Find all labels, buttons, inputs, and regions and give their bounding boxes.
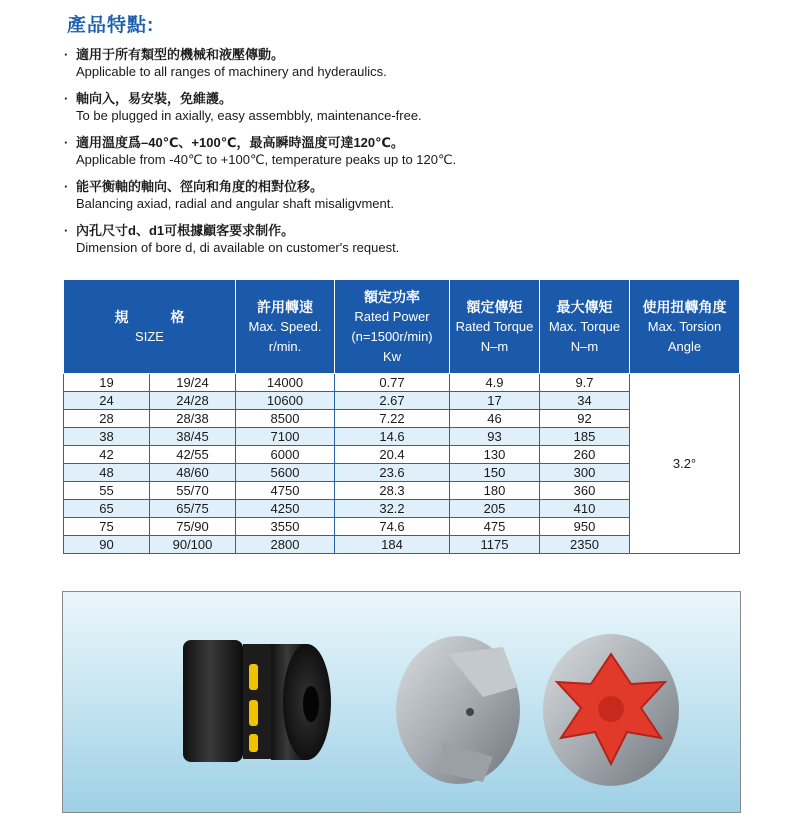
feature-zh: · 內孔尺寸d、d1可根據顧客要求制作。 <box>64 222 724 239</box>
table-cell: 75 <box>64 518 150 536</box>
header-torsion-zh: 使用扭轉角度 <box>642 298 727 315</box>
feature-zh: · 適用溫度爲–40℃、+100℃，最高瞬時溫度可達120℃。 <box>64 134 724 151</box>
table-cell: 180 <box>450 482 540 500</box>
feature-zh: · 適用于所有類型的機械和液壓傳動。 <box>64 46 724 63</box>
table-cell: 2350 <box>540 536 630 554</box>
spider-center <box>598 696 624 722</box>
feature-en: Applicable to all ranges of machinery and hyderaulics. <box>76 64 387 79</box>
table-cell: 38/45 <box>150 428 236 446</box>
table-cell: 1175 <box>450 536 540 554</box>
table-cell: 14.6 <box>335 428 450 446</box>
header-power-cond: (n=1500r/min) <box>351 328 433 344</box>
table-cell: 2.67 <box>335 392 450 410</box>
table-cell: 28/38 <box>150 410 236 428</box>
header-max-torque-unit: N–m <box>570 338 599 354</box>
table-cell: 17 <box>450 392 540 410</box>
table-cell: 74.6 <box>335 518 450 536</box>
header-power <box>335 280 450 374</box>
header-size-zh: 規 格 <box>114 308 185 325</box>
header-speed <box>236 280 335 374</box>
feature-zh: · 能平衡軸的軸向、徑向和角度的相對位移。 <box>64 178 724 195</box>
table-cell: 46 <box>450 410 540 428</box>
header-speed-zh: 許用轉速 <box>257 298 313 315</box>
table-cell: 38 <box>64 428 150 446</box>
table-cell: 90 <box>64 536 150 554</box>
table-cell: 4.9 <box>450 374 540 392</box>
product-photo-panel <box>62 591 741 813</box>
table-cell: 23.6 <box>335 464 450 482</box>
table-cell: 300 <box>540 464 630 482</box>
table-cell: 92 <box>540 410 630 428</box>
table-cell: 360 <box>540 482 630 500</box>
feature-item <box>64 222 724 256</box>
header-max-torque <box>540 280 630 374</box>
table-cell: 28 <box>64 410 150 428</box>
table-cell: 260 <box>540 446 630 464</box>
table-cell: 6000 <box>236 446 335 464</box>
header-size <box>64 280 236 374</box>
table-cell: 205 <box>450 500 540 518</box>
feature-en: Dimension of bore d, di available on customer's request. <box>76 240 400 255</box>
table-body <box>64 374 740 554</box>
feature-en: To be plugged in axially, easy assembbly, maintenance-free. <box>76 108 422 123</box>
spider-insert-yellow <box>249 664 258 690</box>
feature-item <box>64 134 724 168</box>
header-power-zh: 額定功率 <box>364 288 420 305</box>
table-cell: 28.3 <box>335 482 450 500</box>
table-cell: 4250 <box>236 500 335 518</box>
header-rated-torque-unit: N–m <box>480 338 509 354</box>
table-cell: 130 <box>450 446 540 464</box>
table-cell: 185 <box>540 428 630 446</box>
table-cell: 7100 <box>236 428 335 446</box>
header-max-torque-zh: 最大傳矩 <box>556 298 613 315</box>
table-cell: 42/55 <box>150 446 236 464</box>
feature-item <box>64 46 724 80</box>
coupling-bore <box>303 686 319 722</box>
table-cell: 90/100 <box>150 536 236 554</box>
header-max-torque-en: Max. Torque <box>548 318 621 334</box>
table-cell: 150 <box>450 464 540 482</box>
coupling-hub-left <box>183 640 243 762</box>
table-cell: 55/70 <box>150 482 236 500</box>
table-cell: 42 <box>64 446 150 464</box>
table-cell: 19 <box>64 374 150 392</box>
header-rated-torque <box>450 280 540 374</box>
table-cell: 9.7 <box>540 374 630 392</box>
table-cell: 48 <box>64 464 150 482</box>
header-size-en: SIZE <box>135 328 164 344</box>
table-cell: 24 <box>64 392 150 410</box>
table-cell: 10600 <box>236 392 335 410</box>
header-power-en: Rated Power <box>354 308 430 324</box>
aluminium-hub <box>396 636 520 784</box>
spec-table <box>63 279 740 554</box>
feature-list <box>64 46 724 266</box>
section-title: 產品特點: <box>67 15 155 36</box>
set-screw-hole <box>466 708 474 716</box>
header-power-unit: Kw <box>382 348 402 364</box>
feature-item <box>64 90 724 124</box>
table-cell: 34 <box>540 392 630 410</box>
table-cell: 3550 <box>236 518 335 536</box>
table-cell: 14000 <box>236 374 335 392</box>
feature-en: Balancing axiad, radial and angular shaft misaligvment. <box>76 196 394 211</box>
header-rated-torque-zh: 額定傳矩 <box>466 298 523 315</box>
table-cell: 65/75 <box>150 500 236 518</box>
red-spider-hub <box>543 634 679 786</box>
header-torsion-en: Max. Torsion <box>647 318 722 334</box>
table-cell: 20.4 <box>335 446 450 464</box>
table-cell: 32.2 <box>335 500 450 518</box>
coupling-illustration <box>63 592 740 812</box>
table-cell: 8500 <box>236 410 335 428</box>
table-cell: 7.22 <box>335 410 450 428</box>
feature-item <box>64 178 724 212</box>
table-cell: 410 <box>540 500 630 518</box>
table-row <box>64 374 740 392</box>
spider-insert-yellow <box>249 700 258 726</box>
header-speed-en: Max. Speed. <box>248 318 322 334</box>
table-cell: 19/24 <box>150 374 236 392</box>
table-header-row <box>64 280 740 374</box>
table-cell: 93 <box>450 428 540 446</box>
table-cell: 4750 <box>236 482 335 500</box>
table-cell: 75/90 <box>150 518 236 536</box>
table-cell: 55 <box>64 482 150 500</box>
spider-insert-yellow <box>249 734 258 752</box>
table-cell: 0.77 <box>335 374 450 392</box>
torsion-angle-value: 3.2° <box>630 374 740 554</box>
header-speed-unit: r/min. <box>268 338 302 354</box>
feature-zh: · 軸向入，易安裝，免維護。 <box>64 90 724 107</box>
table-cell: 184 <box>335 536 450 554</box>
table-cell: 475 <box>450 518 540 536</box>
header-torsion <box>630 280 740 374</box>
header-rated-torque-en: Rated Torque <box>455 318 534 334</box>
table-cell: 24/28 <box>150 392 236 410</box>
table-cell: 48/60 <box>150 464 236 482</box>
header-torsion-unit: Angle <box>667 338 702 354</box>
black-jaw-coupling <box>183 640 331 762</box>
feature-en: Applicable from -40℃ to +100℃, temperature peaks up to 120℃. <box>76 152 457 167</box>
table-cell: 5600 <box>236 464 335 482</box>
table-cell: 2800 <box>236 536 335 554</box>
table-cell: 950 <box>540 518 630 536</box>
table-cell: 65 <box>64 500 150 518</box>
